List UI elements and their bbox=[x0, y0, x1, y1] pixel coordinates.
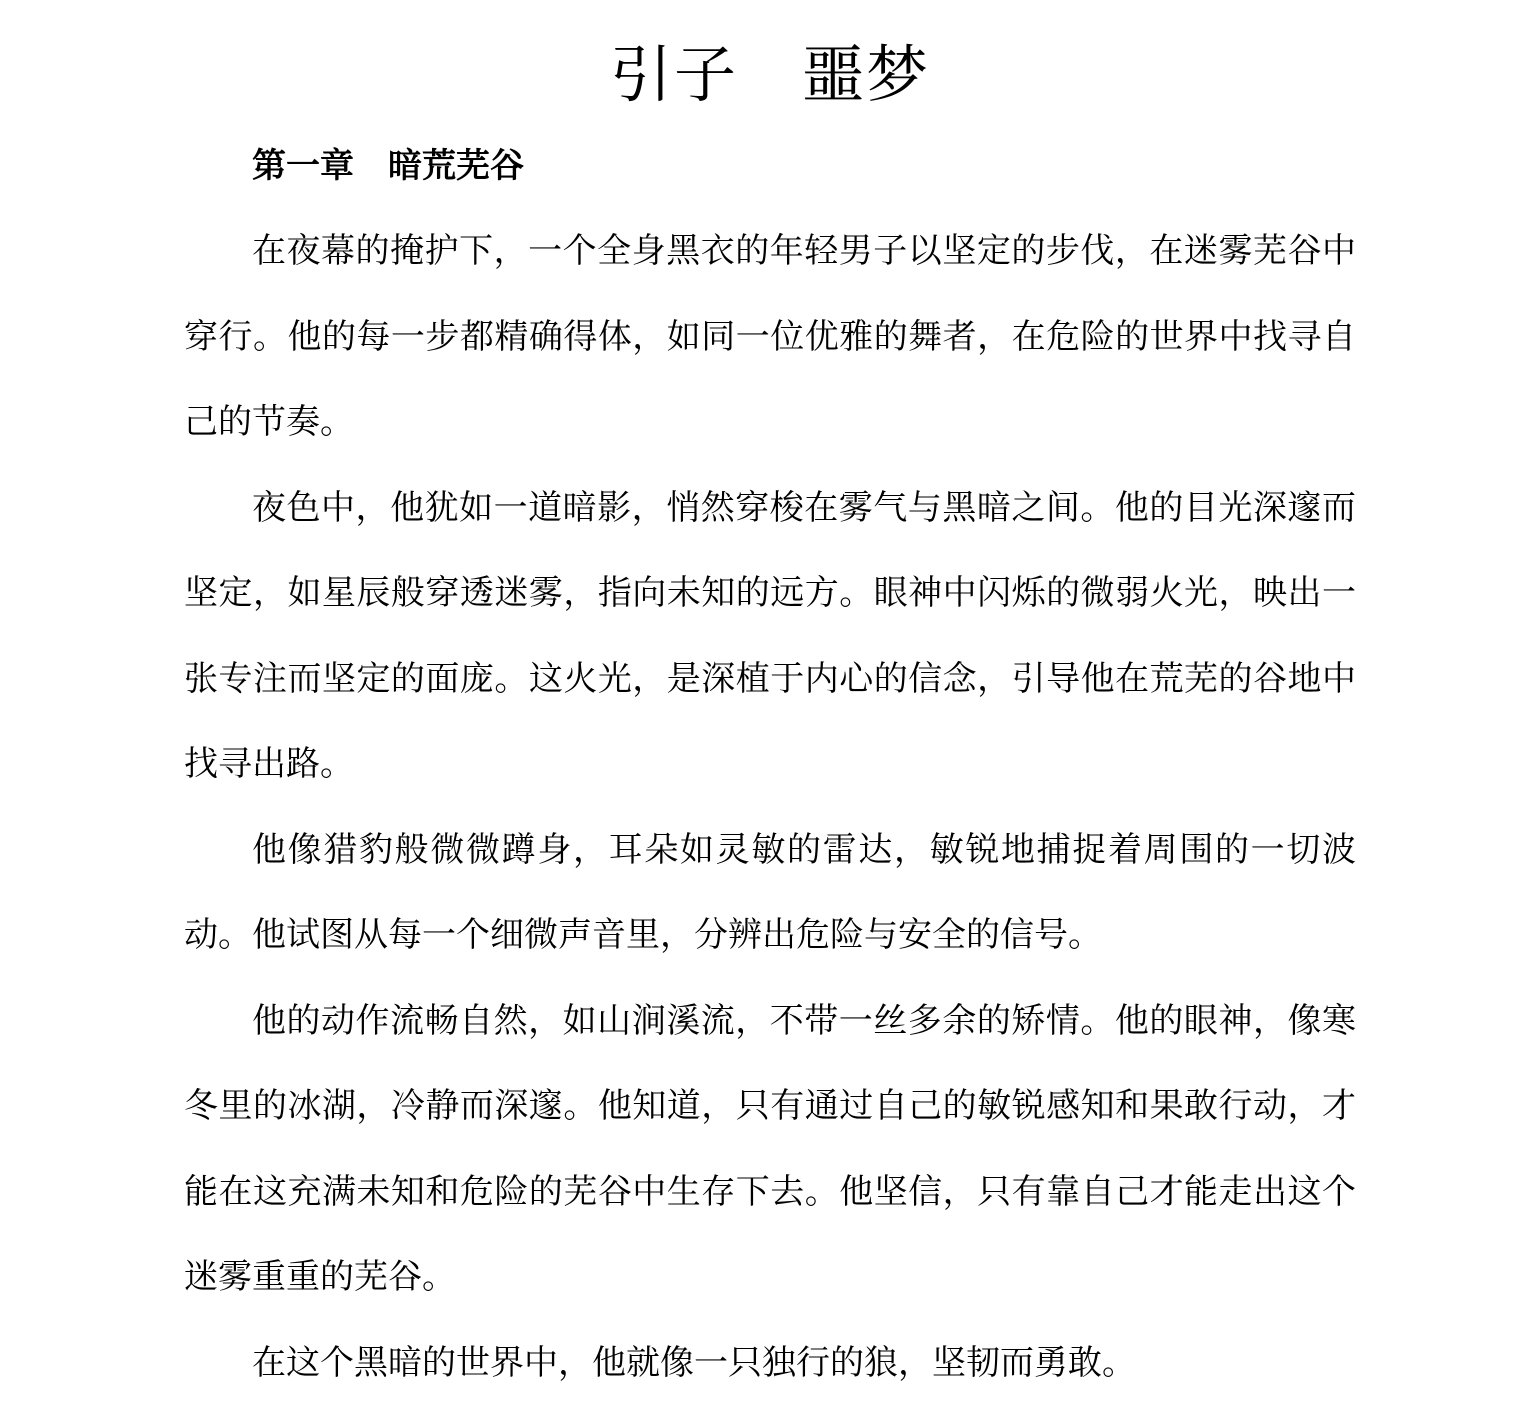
paragraph-3: 他像猎豹般微微蹲身，耳朵如灵敏的雷达，敏锐地捕捉着周围的一切波动。他试图从每一个细微声音里，分辨出危险与安全的信号。 bbox=[184, 830, 1356, 954]
paragraph-5: 在这个黑暗的世界中，他就像一只独行的狼，坚韧而勇敢。 bbox=[252, 1343, 1136, 1382]
paragraph-4: 他的动作流畅自然，如山涧溪流，不带一丝多余的矫情。他的眼神，像寒冬里的冰湖，冷静而深邃。他知道，只有通过自己的敏锐感知和果敢行动，才能在这充满未知和危险的芜谷中生存下去。他坚信，只有靠自己才能走出这个迷雾重重的芜谷。 bbox=[184, 1001, 1356, 1296]
chapter-heading: 第一章 暗荒芜谷 bbox=[252, 147, 524, 185]
paragraph-2: 夜色中，他犹如一道暗影，悄然穿梭在雾气与黑暗之间。他的目光深邃而坚定，如星辰般穿透迷雾，指向未知的远方。眼神中闪烁的微弱火光，映出一张专注而坚定的面庞。这火光，是深植于内心的信念，引导他在荒芜的谷地中找寻出路。 bbox=[184, 488, 1356, 783]
paragraph-1: 在夜幕的掩护下，一个全身黑衣的年轻男子以坚定的步伐，在迷雾芜谷中穿行。他的每一步都精确得体，如同一位优雅的舞者，在危险的世界中找寻自己的节奏。 bbox=[184, 232, 1356, 441]
document-title: 引子 噩梦 bbox=[609, 41, 930, 110]
